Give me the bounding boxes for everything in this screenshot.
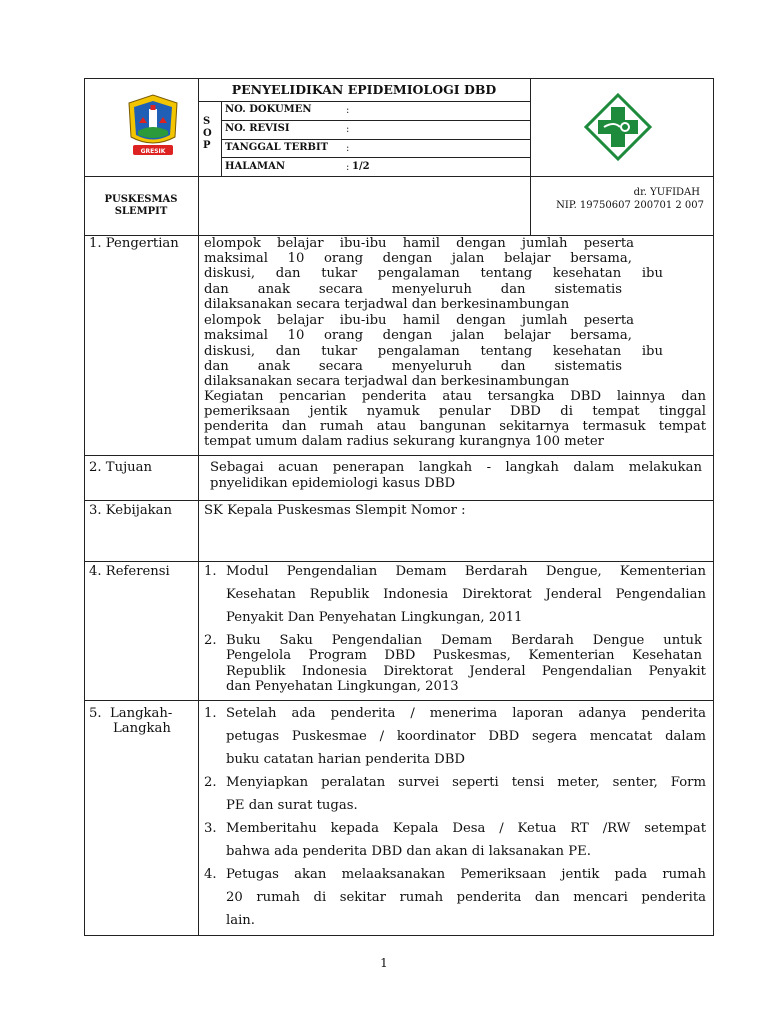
langkah-line: Menyiapkan peralatan survei seperti tensi meter, senter, Form xyxy=(226,775,706,790)
langkah-line: Petugas akan melaaksanakan Pemeriksaan jentik pada rumah xyxy=(226,867,706,882)
meta-sep-no-revisi: : xyxy=(346,124,350,135)
meta-label-tanggal-terbit: TANGGAL TERBIT xyxy=(225,142,329,153)
section-divider-4 xyxy=(84,700,714,701)
section-label-tujuan: 2. Tujuan xyxy=(89,460,153,475)
langkah-line: Memberitahu kepada Kepala Desa / Ketua RT /RW setempat xyxy=(226,821,706,836)
pengertian-line: elompok belajar ibu-ibu hamil dengan jumlah peserta xyxy=(204,313,634,328)
org-name-line2: SLEMPIT xyxy=(114,206,168,217)
pengertian-line: diskusi, dan tukar pengalaman tentang kesehatan ibu xyxy=(204,344,663,359)
pengertian-line: dilaksanakan secara terjadwal dan berkesinambungan xyxy=(204,297,570,312)
meta-label-halaman: HALAMAN xyxy=(225,161,285,172)
gresik-emblem-icon xyxy=(125,93,181,165)
section-label-langkah-line2: Langkah xyxy=(113,721,171,736)
tujuan-line: pnyelidikan epidemiologi kasus DBD xyxy=(210,476,456,491)
pengertian-line: maksimal 10 orang dengan jalan belajar bersama, xyxy=(204,328,632,343)
meta-divider-1 xyxy=(221,120,530,121)
meta-divider-3 xyxy=(221,157,530,158)
langkah-line: Setelah ada penderita / menerima laporan adanya penderita xyxy=(226,706,706,721)
referensi-line: Pengelola Program DBD Puskesmas, Kementerian Kesehatan xyxy=(226,648,702,663)
meta-sep-halaman: : xyxy=(346,162,350,173)
referensi-line: dan Penyehatan Lingkungan, 2013 xyxy=(226,679,459,694)
referensi-line: Kesehatan Republik Indonesia Direktorat Jenderal Pengendalian xyxy=(226,587,706,602)
meta-divider-2 xyxy=(221,139,530,140)
langkah-item-number: 3. xyxy=(204,821,217,836)
sop-letter-s: S xyxy=(203,116,211,127)
emblem-text: GRESIK xyxy=(140,148,166,155)
logo-column-divider xyxy=(530,78,531,235)
langkah-line: buku catatan harian penderita DBD xyxy=(226,752,465,767)
title-divider xyxy=(198,101,530,102)
page-title: PENYELIDIKAN EPIDEMIOLOGI DBD xyxy=(231,82,497,97)
meta-label-no-revisi: NO. REVISI xyxy=(225,123,290,134)
langkah-line: PE dan surat tugas. xyxy=(226,798,358,813)
sop-column-divider xyxy=(221,101,222,176)
meta-sep-tanggal-terbit: : xyxy=(346,143,350,154)
pengertian-line: dilaksanakan secara terjadwal dan berkesinambungan xyxy=(204,374,570,389)
sop-letter-o: O xyxy=(203,128,212,139)
referensi-line: Buku Saku Pengendalian Demam Berdarah Dengue untuk xyxy=(226,633,702,648)
signer-name: dr. YUFIDAH xyxy=(633,187,700,198)
pengertian-line: elompok belajar ibu-ibu hamil dengan jumlah peserta xyxy=(204,236,634,251)
langkah-item-number: 2. xyxy=(204,775,217,790)
section-label-kebijakan: 3. Kebijakan xyxy=(89,503,173,518)
page-number: 1 xyxy=(380,956,388,970)
table-border-right xyxy=(713,78,714,936)
pengertian-line: tempat umum dalam radius sekurang kurangnya 100 meter xyxy=(204,434,604,449)
pengertian-line: maksimal 10 orang dengan jalan belajar bersama, xyxy=(204,251,632,266)
pengertian-line: Kegiatan pencarian penderita atau tersangka DBD lainnya dan xyxy=(204,389,706,404)
header-divider xyxy=(84,176,714,177)
pengertian-line: diskusi, dan tukar pengalaman tentang kesehatan ibu xyxy=(204,266,663,281)
org-name-line1: PUSKESMAS xyxy=(104,194,178,205)
section-label-referensi: 4. Referensi xyxy=(89,564,170,579)
sop-letter-p: P xyxy=(203,140,211,151)
referensi-line: Modul Pengendalian Demam Berdarah Dengue, Kementerian xyxy=(226,564,706,579)
kebijakan-text: SK Kepala Puskesmas Slempit Nomor : xyxy=(204,503,466,518)
pengertian-line: dan anak secara menyeluruh dan sistematis xyxy=(204,359,622,374)
meta-sep-no-dokumen: : xyxy=(346,105,350,116)
pengertian-line: penderita dan rumah atau bangunan sekitarnya termasuk tempat xyxy=(204,419,706,434)
langkah-item-number: 1. xyxy=(204,706,217,721)
section-label-pengertian: 1. Pengertian xyxy=(89,236,179,251)
langkah-line: bahwa ada penderita DBD dan akan di laksanakan PE. xyxy=(226,844,591,859)
pengertian-line: pemeriksaan jentik nyamuk penular DBD di tempat tinggal xyxy=(204,404,706,419)
meta-label-no-dokumen: NO. DOKUMEN xyxy=(225,104,312,115)
pengertian-line: dan anak secara menyeluruh dan sistematis xyxy=(204,282,622,297)
meta-value-halaman: 1/2 xyxy=(352,161,370,172)
section-label-langkah-line1: 5. Langkah- xyxy=(89,706,173,721)
langkah-line: lain. xyxy=(226,913,255,928)
signer-nip: NIP. 19750607 200701 2 007 xyxy=(556,200,704,211)
referensi-item-number: 2. xyxy=(204,633,217,648)
label-column-divider xyxy=(198,78,199,936)
langkah-item-number: 4. xyxy=(204,867,217,882)
section-divider-3 xyxy=(84,561,714,562)
langkah-line: 20 rumah di sekitar rumah penderita dan mencari penderita xyxy=(226,890,706,905)
section-divider-2 xyxy=(84,500,714,501)
referensi-line: Republik Indonesia Direktorat Jenderal Pengendalian Penyakit xyxy=(226,664,706,679)
section-divider-1 xyxy=(84,455,714,456)
referensi-line: Penyakit Dan Penyehatan Lingkungan, 2011 xyxy=(226,610,523,625)
langkah-line: petugas Puskesmae / koordinator DBD segera mencatat dalam xyxy=(226,729,706,744)
table-border-top xyxy=(84,78,714,79)
tujuan-line: Sebagai acuan penerapan langkah - langkah dalam melakukan xyxy=(210,460,702,475)
table-border-bottom xyxy=(84,935,714,936)
referensi-item-number: 1. xyxy=(204,564,217,579)
puskesmas-logo-icon xyxy=(584,93,652,161)
